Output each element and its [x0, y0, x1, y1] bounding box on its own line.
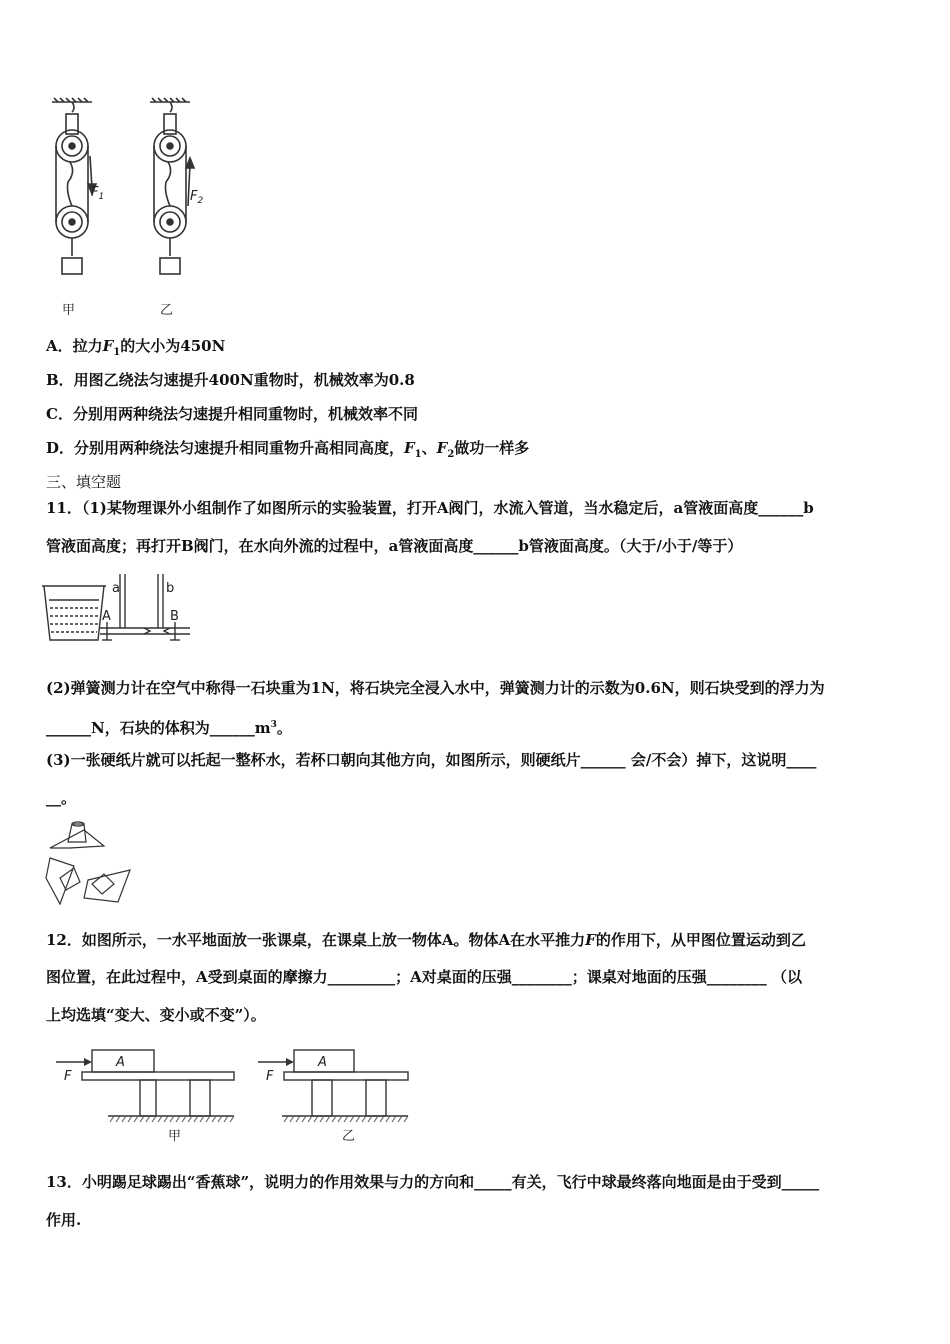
cup-card-figure — [44, 818, 136, 910]
q11-part3-line2: __。 — [46, 789, 77, 807]
tube-b-label: b — [166, 581, 175, 596]
pulley-right — [150, 98, 194, 274]
q11-part2-line1: (2)弹簧测力计在空气中称得一石块重为1N，将石块完全浸入水中，弹簧测力计的示数为0.6N，则石块受到的浮力为 — [46, 679, 825, 697]
force-f-left: F — [64, 1069, 72, 1084]
force-f1-label: $F_1$ — [91, 185, 105, 202]
force-f2-label: $F_2$ — [190, 189, 204, 206]
tube-a-label: a — [112, 581, 120, 596]
section-heading: 三、填空题 — [46, 473, 122, 491]
pulley-left — [52, 98, 96, 274]
desk-left-caption: 甲 — [168, 1129, 182, 1144]
q13-line1: 13．小明踢足球踢出“香蕉球”，说明力的作用效果与力的方向和_____有关，飞行中球最终落向地面是由于受到_____ — [46, 1173, 820, 1191]
q11-line2: 管液面高度；再打开B阀门，在水向外流的过程中，a管液面高度______b管液面高度。（大于/小于/等于） — [46, 537, 743, 555]
option-b: B．用图乙绕法匀速提升400N重物时，机械效率为0.8 — [46, 371, 415, 389]
valve-a-label: A — [102, 609, 111, 624]
pulley-right-caption: 乙 — [160, 303, 174, 318]
pulley-left-caption: 甲 — [62, 303, 76, 318]
block-a-right: A — [318, 1055, 327, 1070]
block-a-left: A — [116, 1055, 125, 1070]
pulley-figure — [40, 96, 240, 324]
water-apparatus-figure — [40, 572, 200, 644]
option-c: C．分别用两种绕法匀速提升相同重物时，机械效率不同 — [46, 405, 418, 423]
q12-line2: 图位置，在此过程中，A受到桌面的摩擦力_________；A对桌面的压强________；课桌对地面的压强________ （以 — [46, 968, 803, 986]
valve-b-label: B — [170, 609, 179, 624]
option-d: D．分别用两种绕法匀速提升相同重物升高相同高度，$F_1$、$F_2$做功一样多 — [46, 439, 530, 460]
q13-line2: 作用. — [46, 1211, 82, 1229]
q11-part2-line2: ______N，石块的体积为$\_\_\_\_\_\_m^3$。 — [46, 719, 292, 737]
q11-line1: 11．（1)某物理课外小组制作了如图所示的实验装置，打开A阀门，水流入管道，当水稳定后，a管液面高度______b — [46, 499, 814, 517]
option-a: A．拉力$F_1$的大小为450N — [46, 337, 226, 358]
desk-figure — [54, 1046, 424, 1146]
desk-right-caption: 乙 — [342, 1129, 356, 1144]
q11-part3-line1: (3)一张硬纸片就可以托起一整杯水，若杯口朝向其他方向，如图所示，则硬纸片______ 会/不会）掉下，这说明____ — [46, 751, 817, 769]
q12-line3: 上均选填“变大、变小或不变”）。 — [46, 1006, 266, 1024]
force-f-right: F — [266, 1069, 274, 1084]
q12-line1: 12．如图所示，一水平地面放一张课桌，在课桌上放一物体A。物体A在水平推力F的作用下，从甲图位置运动到乙 — [46, 931, 806, 949]
